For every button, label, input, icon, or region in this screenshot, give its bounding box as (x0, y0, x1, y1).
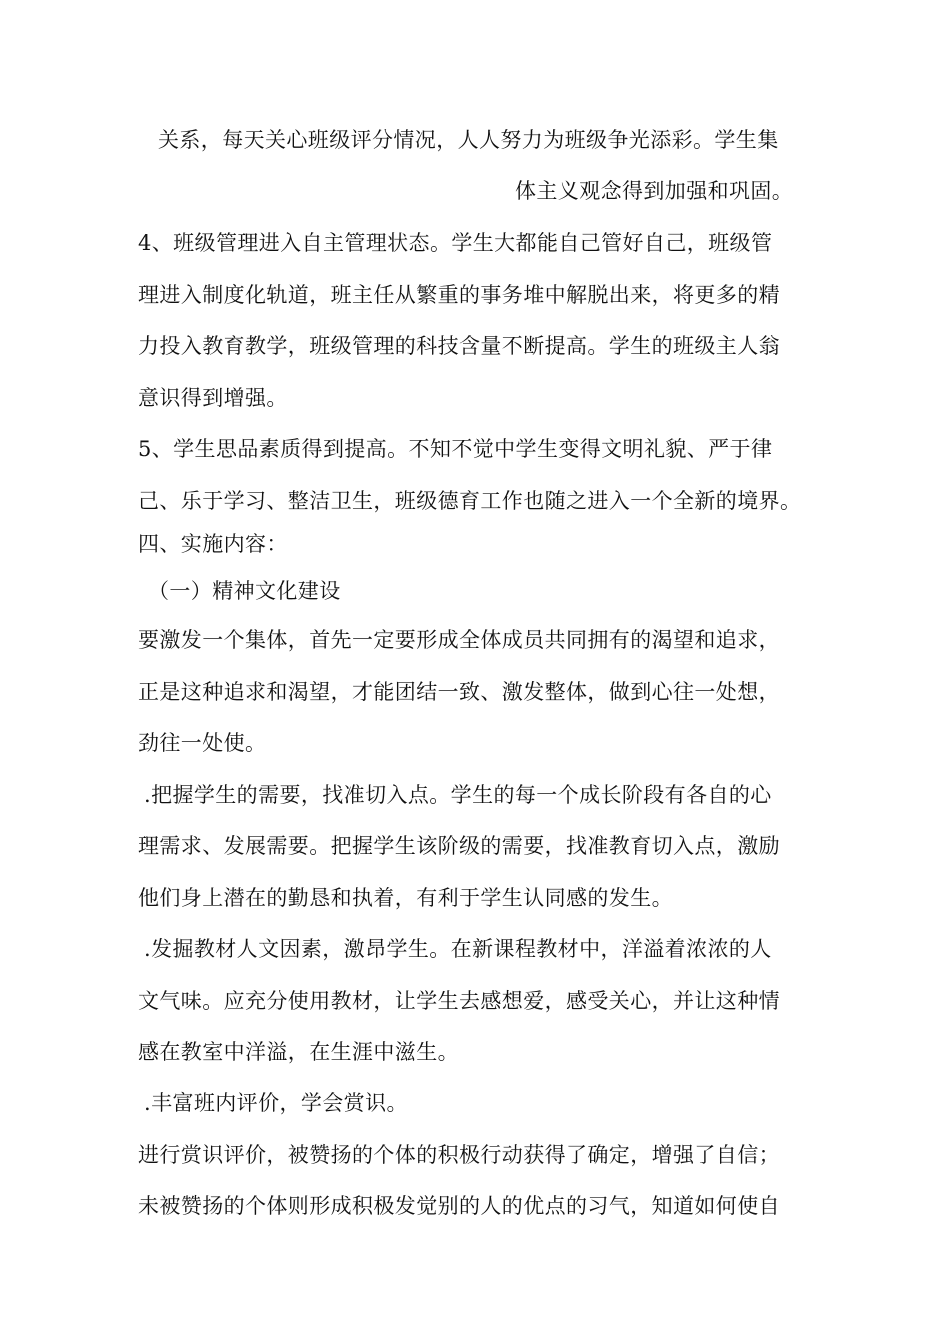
text-line: 己、乐于学习、整洁卫生，班级德育工作也随之进入一个全新的境界。 (138, 489, 802, 513)
text-line: .丰富班内评价，学会赏识。 (144, 1091, 408, 1115)
text-line: .把握学生的需要，找准切入点。学生的每一个成长阶段有各自的心 (144, 783, 772, 807)
text-line: 4、班级管理进入自主管理状态。学生大都能自己管好自己，班级管 (138, 231, 773, 255)
text-line: 劲往一处使。 (138, 731, 267, 755)
text-line: 理进入制度化轨道，班主任从繁重的事务堆中解脱出来，将更多的精 (138, 283, 780, 307)
text-line: 要激发一个集体，首先一定要形成全体成员共同拥有的渴望和追求， (138, 628, 780, 652)
text-line: 未被赞扬的个体则形成积极发觉别的人的优点的习气，知道如何使自 (138, 1194, 780, 1218)
text-line: 理需求、发展需要。把握学生该阶级的需要，找准教育切入点，激励 (138, 834, 780, 858)
text-line: .发掘教材人文因素，激昂学生。在新课程教材中，洋溢着浓浓的人 (144, 937, 772, 961)
text-line: 意识得到增强。 (138, 386, 288, 410)
text-line: 关系，每天关心班级评分情况，人人努力为班级争光添彩。学生集 (158, 128, 779, 152)
text-line: 感在教室中洋溢，在生涯中滋生。 (138, 1040, 459, 1064)
text-line: 他们身上潜在的勤恳和执着，有利于学生认同感的发生。 (138, 886, 673, 910)
text-line: 进行赏识评价，被赞扬的个体的积极行动获得了确定，增强了自信； (138, 1143, 780, 1167)
text-line: 正是这种追求和渴望，才能团结一致、激发整体，做到心往一处想， (138, 680, 780, 704)
text-line: 体主义观念得到加强和巩固。 (515, 179, 794, 203)
subsection-heading: （一）精神文化建设 (148, 579, 341, 603)
section-heading: 四、实施内容： (138, 532, 288, 556)
text-line: 文气味。应充分使用教材，让学生去感想爱，感受关心，并让这种情 (138, 989, 780, 1013)
text-line: 5、学生思品素质得到提高。不知不觉中学生变得文明礼貌、严于律 (138, 437, 773, 461)
text-line: 力投入教育教学，班级管理的科技含量不断提高。学生的班级主人翁 (138, 334, 780, 358)
